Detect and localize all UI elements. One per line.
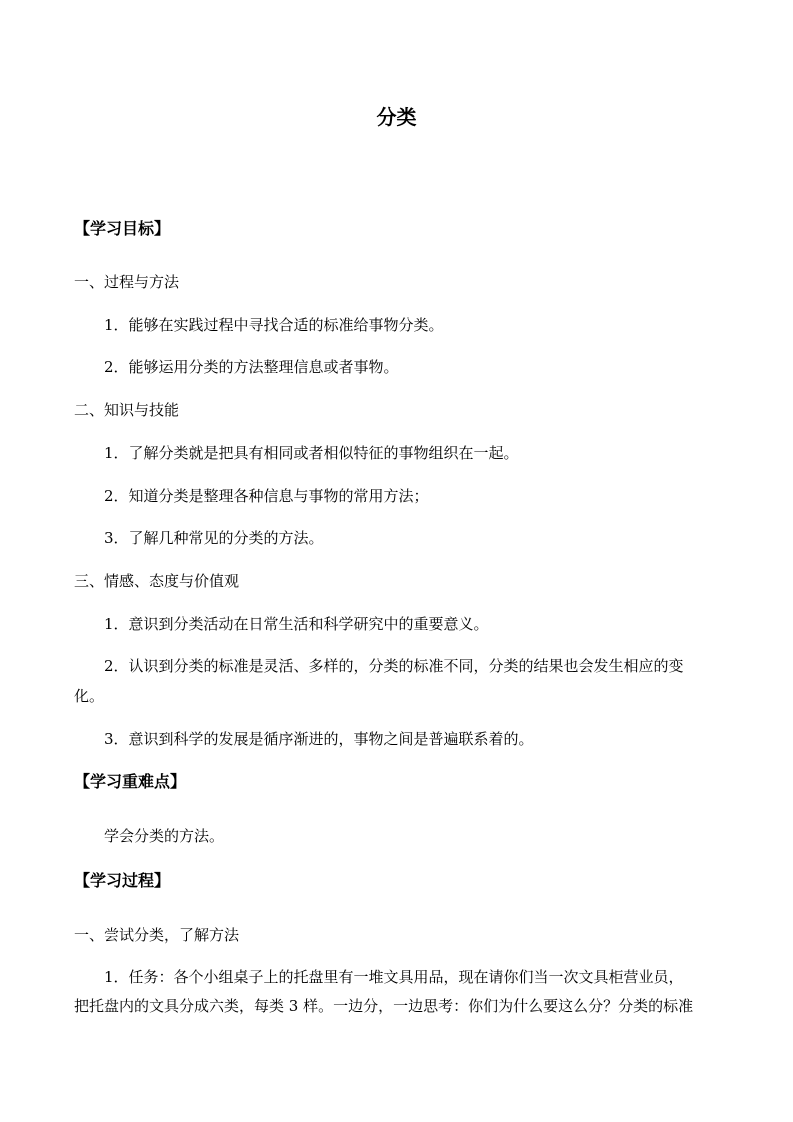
key-points-text: 学会分类的方法。 — [104, 827, 225, 845]
task-text: 1．任务：各个小组桌子上的托盘里有一堆文具用品，现在请你们当一次文具柜营业员， — [104, 968, 684, 986]
objective-item: 3．意识到科学的发展是循序渐进的，事物之间是普遍联系着的。 — [104, 730, 534, 748]
objective-item: 1．能够在实践过程中寻找合适的标准给事物分类。 — [104, 316, 444, 334]
objective-item: 2．能够运用分类的方法整理信息或者事物。 — [104, 358, 399, 376]
objective-item: 3．了解几种常见的分类的方法。 — [104, 529, 324, 547]
process-part1-heading: 一、尝试分类，了解方法 — [74, 926, 240, 944]
key-points-heading: 【学习重难点】 — [74, 772, 187, 791]
knowledge-skills-heading: 二、知识与技能 — [74, 401, 180, 419]
task-text-continuation: 把托盘内的文具分成六类，每类 3 样。一边分，一边思考：你们为什么要这么分？分类的标准 — [74, 997, 694, 1015]
emotion-attitude-heading: 三、情感、态度与价值观 — [74, 572, 240, 590]
objective-item-continuation: 化。 — [74, 687, 105, 705]
objectives-heading: 【学习目标】 — [74, 219, 171, 238]
objective-item: 2．知道分类是整理各种信息与事物的常用方法； — [104, 487, 429, 505]
objective-item: 1．意识到分类活动在日常生活和科学研究中的重要意义。 — [104, 615, 489, 633]
objective-item: 2．认识到分类的标准是灵活、多样的，分类的标准不同，分类的结果也会发生相应的变 — [104, 657, 684, 675]
document-title: 分类 — [376, 105, 417, 129]
objective-item: 1．了解分类就是把具有相同或者相似特征的事物组织在一起。 — [104, 444, 519, 462]
process-method-heading: 一、过程与方法 — [74, 273, 180, 291]
process-heading: 【学习过程】 — [74, 871, 171, 890]
